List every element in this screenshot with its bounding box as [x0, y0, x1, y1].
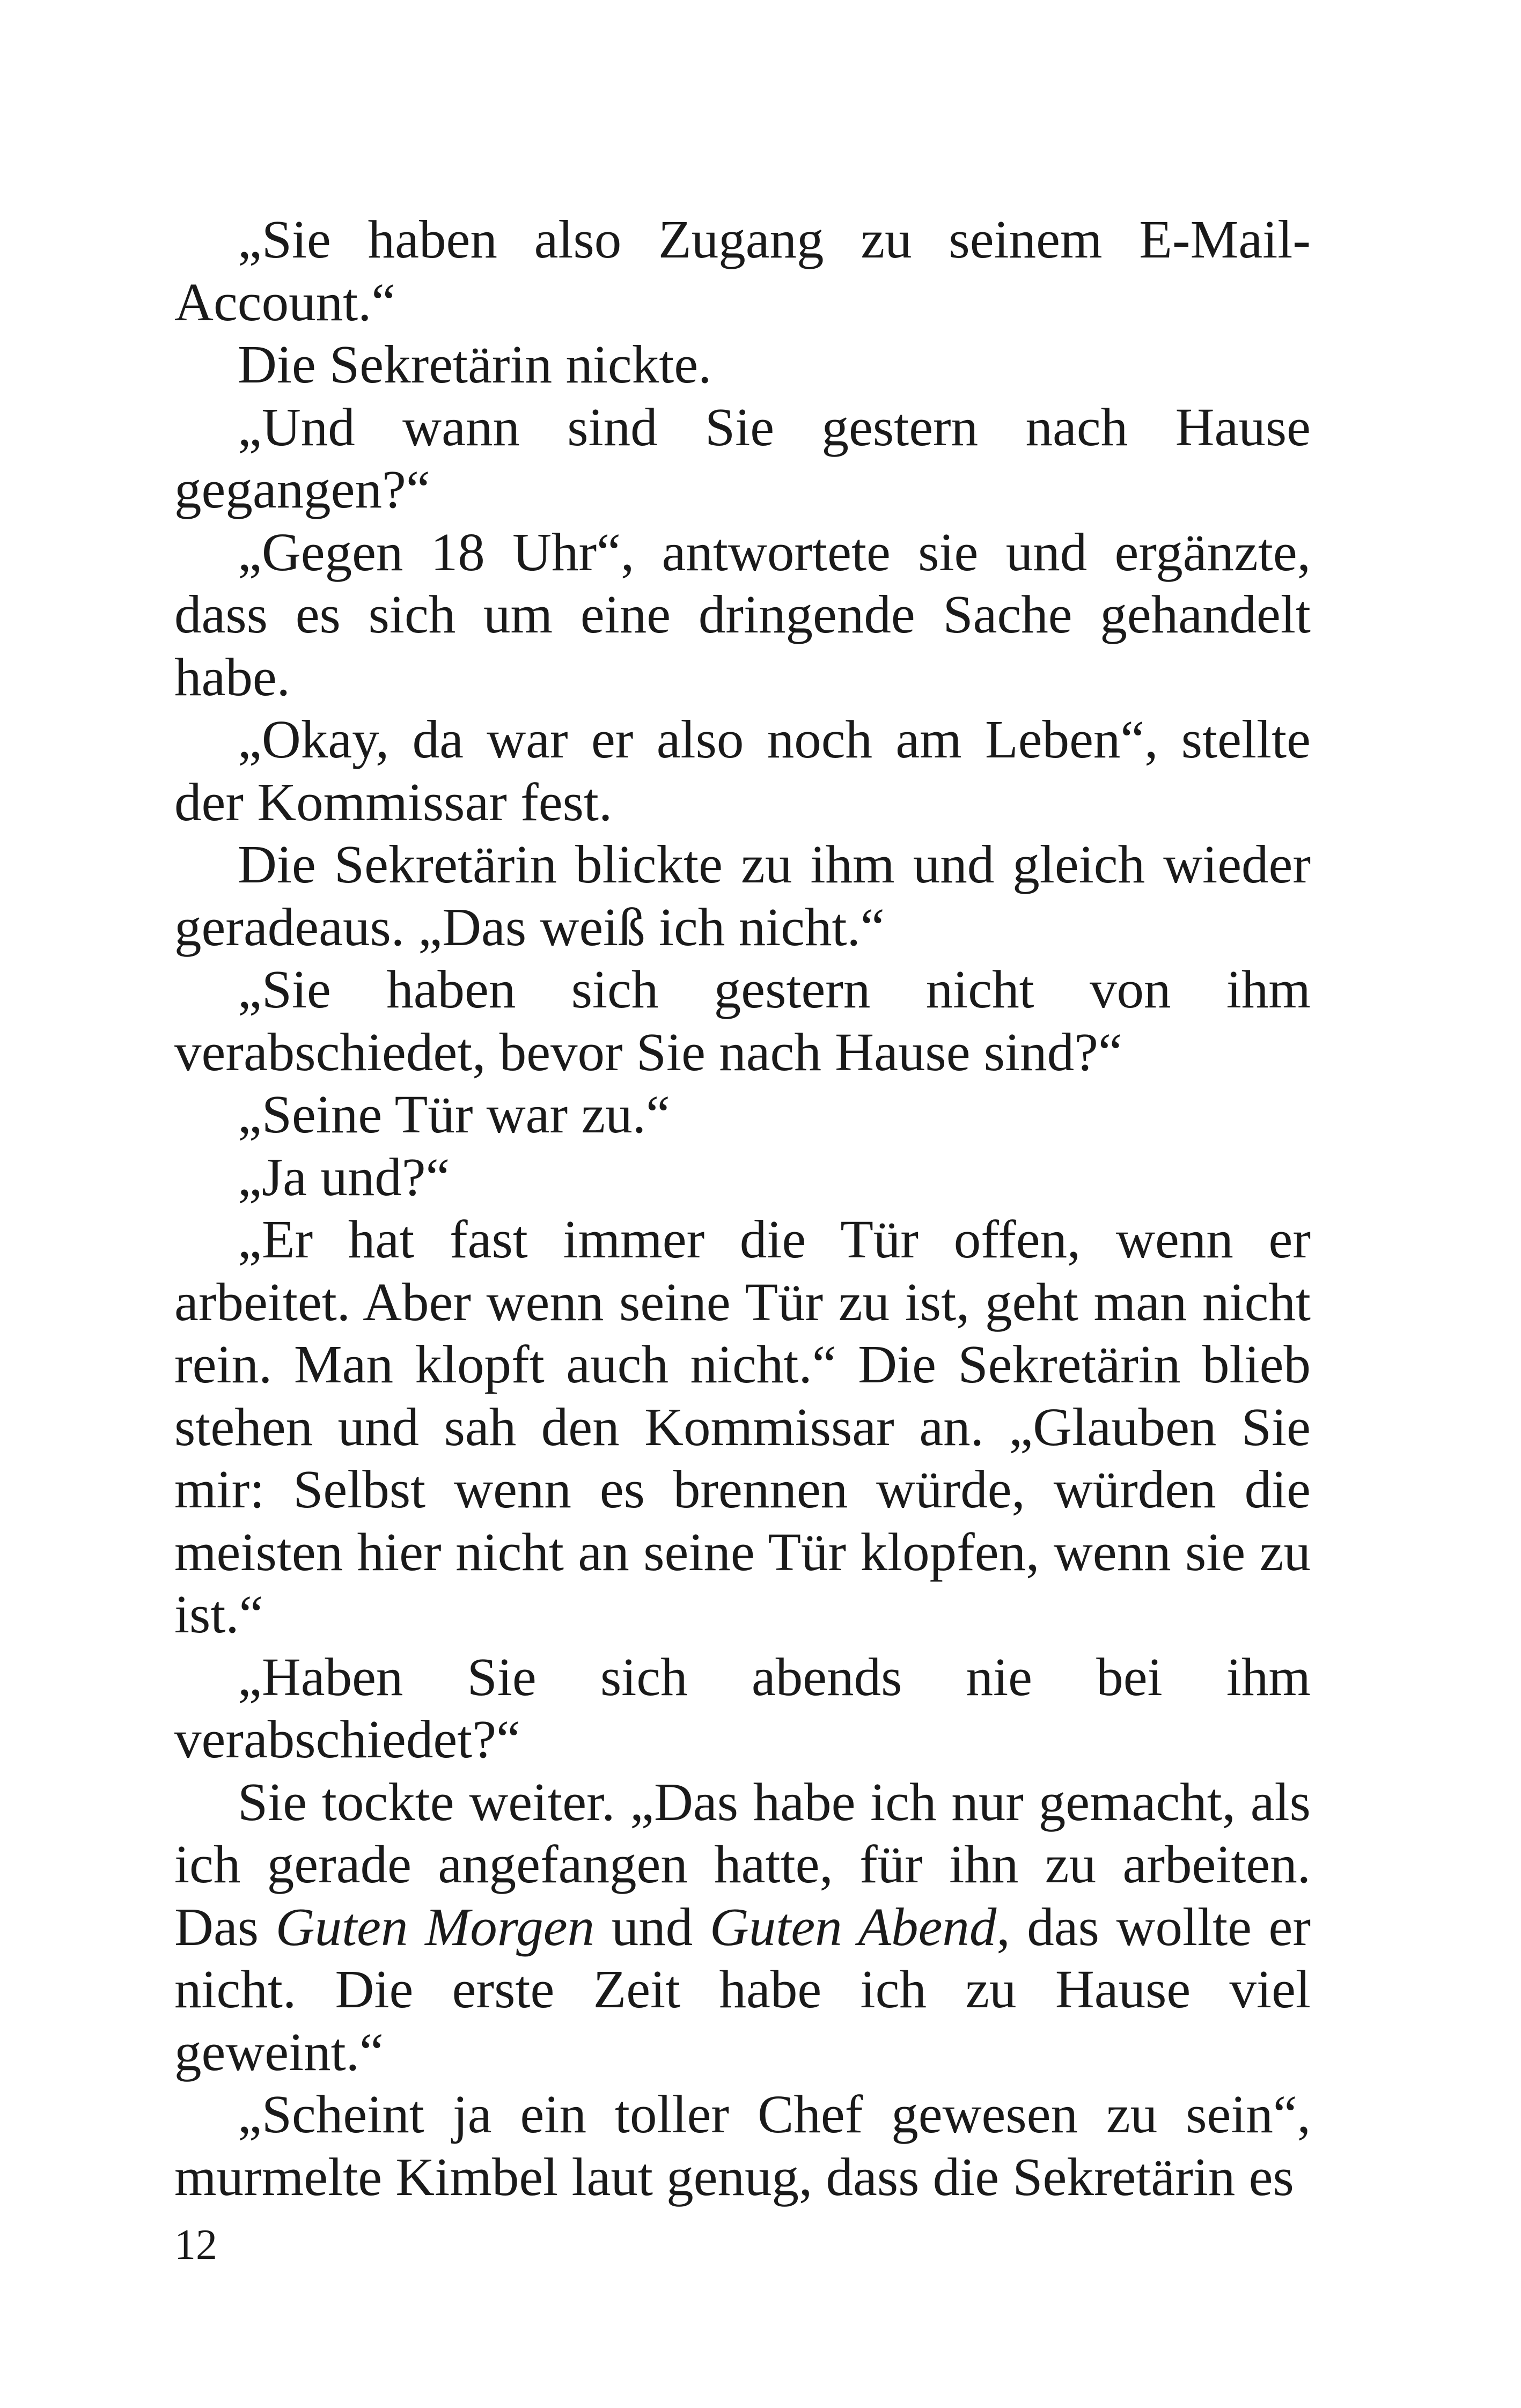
- body-text: [174, 208, 1311, 2208]
- page-number: 12: [174, 2221, 217, 2269]
- paragraph: „Und wann sind Sie gestern nach Hause gegangen?“: [174, 396, 1311, 519]
- italic-phrase: Guten Morgen: [275, 1896, 595, 1957]
- paragraph-text: und: [594, 1896, 710, 1957]
- paragraph: „Sie haben sich gestern nicht von ihm verabschiedet, bevor Sie nach Hause sind?“: [174, 959, 1311, 1082]
- paragraph: „Haben Sie sich abends nie bei ihm verabschiedet?“: [174, 1646, 1311, 1769]
- paragraph: „Ja und?“: [238, 1146, 450, 1207]
- paragraph-text: Sie tockte weiter. „Das habe ich nur gemacht, als ich gerade angefangen hatte, für ihn zu arbeiten. Das: [174, 1771, 1311, 1957]
- paragraph: Die Sekretärin nickte.: [238, 334, 712, 394]
- paragraph-text: , das wollte er nicht. Die erste Zeit habe ich zu Hause viel geweint.“: [174, 1896, 1311, 2082]
- paragraph: „Okay, da war er also noch am Leben“, stellte der Kommissar fest.: [174, 709, 1311, 832]
- paragraph: „Sie haben also Zugang zu seinem E-Mail-Account.“: [174, 209, 1311, 332]
- paragraph: „Er hat fast immer die Tür offen, wenn er arbeitet. Aber wenn seine Tür zu ist, geht man nicht rein. Man klopft auch nicht.“ Die Sekretärin blieb stehen und sah den Kommissar an. „Glauben Sie mir: Selbst wenn es brennen würde, würden die meisten hier nicht an seine Tür klopfen, wenn sie zu ist.“: [174, 1209, 1311, 1644]
- paragraph: Die Sekretärin blickte zu ihm und gleich wieder geradeaus. „Das weiß ich nicht.“: [174, 834, 1311, 957]
- italic-phrase: Guten Abend: [709, 1896, 997, 1957]
- paragraph: „Seine Tür war zu.“: [238, 1084, 670, 1144]
- paragraph: „Scheint ja ein toller Chef gewesen zu sein“, murmelte Kimbel laut genug, dass die Sekretärin es: [174, 2084, 1311, 2207]
- paragraph: [174, 1771, 1311, 2083]
- paragraph: „Gegen 18 Uhr“, antwortete sie und ergänzte, dass es sich um eine dringende Sache gehandelt habe.: [174, 521, 1311, 707]
